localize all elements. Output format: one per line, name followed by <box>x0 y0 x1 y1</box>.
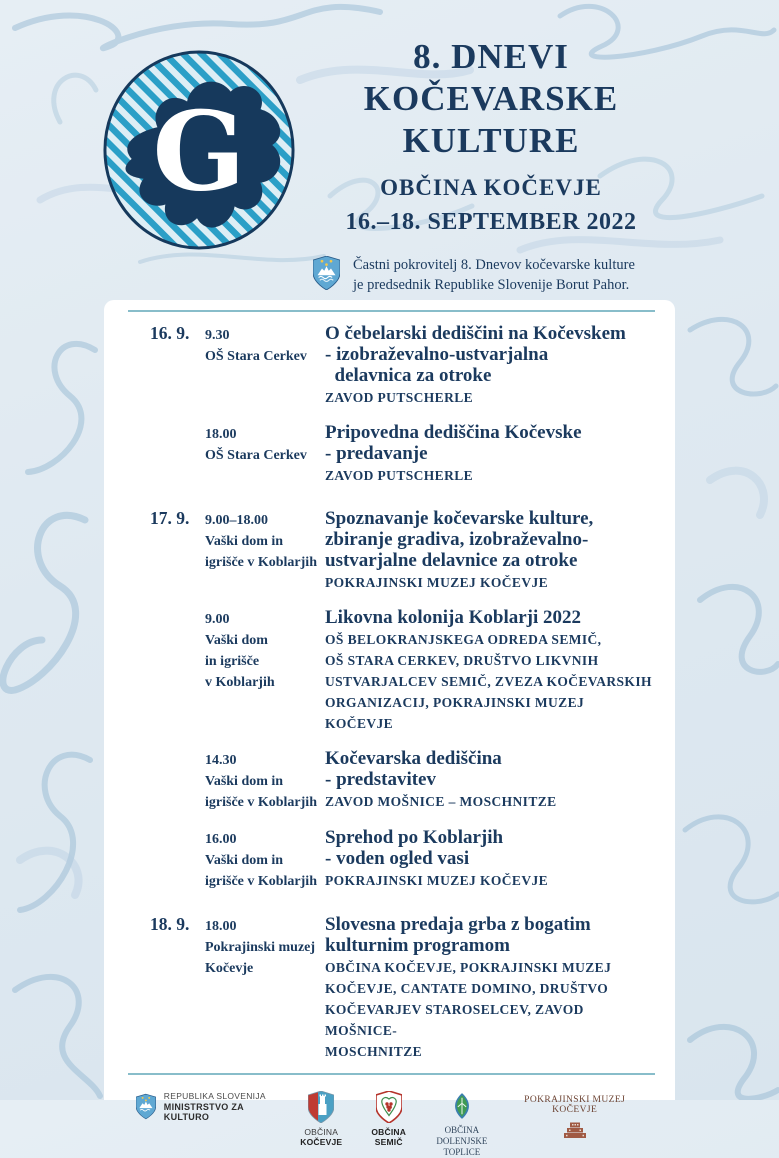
logo-obcina-dolenjske-toplice <box>419 1091 504 1158</box>
page-title-line: KOČEVARSKE <box>363 79 619 118</box>
museum-building-icon <box>560 1119 590 1139</box>
label-bold: OBČINA SEMIČ <box>371 1127 407 1147</box>
event-time: 18.00 <box>205 919 237 934</box>
event-title-line: Pripovedna dediščina Kočevske <box>325 422 582 443</box>
event-organizer-line: POKRAJINSKI MUZEJ KOČEVJE <box>325 575 549 590</box>
event-time: 9.30 <box>205 328 230 343</box>
slovenia-coat-of-arms-icon <box>136 1093 156 1120</box>
event-date-range: 16.–18. SEPTEMBER 2022 <box>345 209 637 235</box>
event-title-line: Slovesna predaja grba z bogatim <box>325 914 591 935</box>
event-title-line: - voden ogled vasi <box>325 848 470 869</box>
event-location-line: Vaški dom in <box>205 534 284 549</box>
event-organizer-line: KOČEVJE, CANTATE DOMINO, DRUŠTVO <box>325 981 609 996</box>
logo-obcina-semic <box>358 1091 419 1147</box>
festival-logo <box>100 46 298 254</box>
event-title-line: Likovna kolonija Koblarji 2022 <box>325 607 582 628</box>
event-title-line: - predstavitev <box>325 769 436 790</box>
kocevje-coat-of-arms-icon <box>308 1091 334 1123</box>
event-location-line: OŠ Stara Cerkev <box>205 349 307 364</box>
section-events <box>205 323 653 486</box>
event-time-location <box>205 748 325 813</box>
event-organizer-line: OBČINA KOČEVJE, POKRAJINSKI MUZEJ <box>325 960 612 975</box>
festival-logo-icon <box>100 46 298 254</box>
event-row <box>205 508 653 593</box>
logo-pokrajinski-muzej <box>504 1091 645 1139</box>
event-title-line: zbiranje gradiva, izobraževalno- <box>325 529 589 550</box>
event-organizer-line: ZAVOD PUTSCHERLE <box>325 468 474 483</box>
event-time: 9.00–18.00 <box>205 513 268 528</box>
event-row <box>205 827 653 892</box>
event-details <box>325 748 653 813</box>
section-date: 17. 9. <box>150 508 190 528</box>
event-location-line: Vaški dom in <box>205 853 284 868</box>
event-location-line: in igrišče <box>205 654 260 669</box>
patron-text <box>353 256 635 295</box>
schedule-section <box>104 497 675 903</box>
patron-line: je predsednik Republike Slovenije Borut Pahor. <box>353 276 630 293</box>
patron-line: Častni pokrovitelj 8. Dnevov kočevarske kulture <box>353 257 635 273</box>
event-row <box>205 422 653 486</box>
section-date: 18. 9. <box>150 914 190 934</box>
event-organizer-line: USTVARJALCEV SEMIČ, ZVEZA KOČEVARSKIH <box>325 674 652 689</box>
semic-coat-of-arms-icon <box>376 1091 402 1123</box>
event-time-location <box>205 508 325 593</box>
event-details <box>325 323 653 408</box>
event-time-location <box>205 323 325 408</box>
event-organizer-line: ORGANIZACIJ, POKRAJINSKI MUZEJ KOČEVJE <box>325 695 585 731</box>
dolenjske-toplice-leaf-icon <box>450 1091 474 1121</box>
event-location-line: OŠ Stara Cerkev <box>205 448 307 463</box>
event-location-line: Vaški dom <box>205 633 268 648</box>
event-details <box>325 914 653 1062</box>
logo-letter: G <box>152 87 246 216</box>
schedule-section <box>104 312 675 497</box>
dolenjske-line-1: OBČINA <box>444 1125 480 1135</box>
event-location-line: Vaški dom in <box>205 774 284 789</box>
event-time: 16.00 <box>205 832 237 847</box>
ministry-line-1: REPUBLIKA SLOVENIJA <box>163 1091 266 1101</box>
event-title-line: Spoznavanje kočevarske kulture, <box>325 508 594 529</box>
event-location-line: Pokrajinski muzej <box>205 940 316 955</box>
event-row <box>205 323 653 408</box>
section-events <box>205 914 653 1062</box>
patron-note <box>313 256 635 295</box>
dolenjske-line-2: DOLENJSKE TOPLICE <box>436 1136 488 1157</box>
event-title-line: Sprehod po Koblarjih <box>325 827 504 848</box>
partner-logos <box>104 1075 675 1158</box>
event-title-line: O čebelarski dediščini na Kočevskem <box>325 323 626 344</box>
event-title-line: Kočevarska dediščina <box>325 748 502 769</box>
museum-label: POKRAJINSKI MUZEJ KOČEVJE <box>524 1095 626 1115</box>
obcina-semic-label <box>358 1127 419 1147</box>
section-events <box>205 508 653 892</box>
ministry-line-2: MINISTRSTVO ZA KULTURO <box>163 1102 244 1122</box>
municipality-subtitle: OBČINA KOČEVJE <box>380 175 602 200</box>
event-row <box>205 748 653 813</box>
event-row <box>205 914 653 1062</box>
content-panel <box>104 300 675 1157</box>
event-organizer-line: POKRAJINSKI MUZEJ KOČEVJE <box>325 873 549 888</box>
header-title-block <box>295 36 687 236</box>
obcina-kocevje-label <box>284 1127 358 1147</box>
page-title-line: KULTURE <box>402 121 580 160</box>
event-organizer-line: ZAVOD MOŠNICE – MOSCHNITZE <box>325 794 557 809</box>
event-time: 14.30 <box>205 753 237 768</box>
event-details <box>325 607 653 734</box>
event-time-location <box>205 914 325 1062</box>
event-time: 9.00 <box>205 612 230 627</box>
event-time-location <box>205 422 325 486</box>
event-details <box>325 508 653 593</box>
event-title-line: kulturnim programom <box>325 935 510 956</box>
event-title-line: - izobraževalno-ustvarjalna <box>325 344 549 365</box>
event-location-line: Kočevje <box>205 961 254 976</box>
label-regular: OBČINA <box>304 1127 339 1137</box>
label-bold: KOČEVJE <box>300 1137 343 1147</box>
event-organizer-line: ZAVOD PUTSCHERLE <box>325 390 474 405</box>
event-title-line: delavnica za otroke <box>325 365 492 386</box>
section-date: 16. 9. <box>150 323 190 343</box>
event-details <box>325 422 653 486</box>
slovenia-coat-of-arms-icon <box>313 256 340 290</box>
event-location-line: igrišče v Koblarjih <box>205 795 317 810</box>
event-location-line: v Koblarjih <box>205 675 275 690</box>
page-title-line: 8. DNEVI <box>413 37 569 76</box>
event-time-location <box>205 607 325 734</box>
event-organizer-line: OŠ BELOKRANJSKEGA ODREDA SEMIČ, <box>325 632 602 647</box>
event-title-line: - predavanje <box>325 443 428 464</box>
event-details <box>325 827 653 892</box>
event-organizer-line: MOSCHNITZE <box>325 1044 423 1059</box>
event-row <box>205 607 653 734</box>
event-location-line: igrišče v Koblarjih <box>205 874 317 889</box>
event-organizer-line: OŠ STARA CERKEV, DRUŠTVO LIKVNIH <box>325 653 599 668</box>
schedule-body <box>104 310 675 1075</box>
event-organizer-line: KOČEVARJEV STAROSELCEV, ZAVOD MOŠNICE- <box>325 1002 584 1038</box>
logo-obcina-kocevje <box>284 1091 358 1147</box>
event-time-location <box>205 827 325 892</box>
logo-ministry-of-culture <box>136 1091 284 1122</box>
event-location-line: igrišče v Koblarjih <box>205 555 317 570</box>
schedule-section <box>104 903 675 1073</box>
event-title-line: ustvarjalne delavnice za otroke <box>325 550 578 571</box>
event-time: 18.00 <box>205 427 237 442</box>
